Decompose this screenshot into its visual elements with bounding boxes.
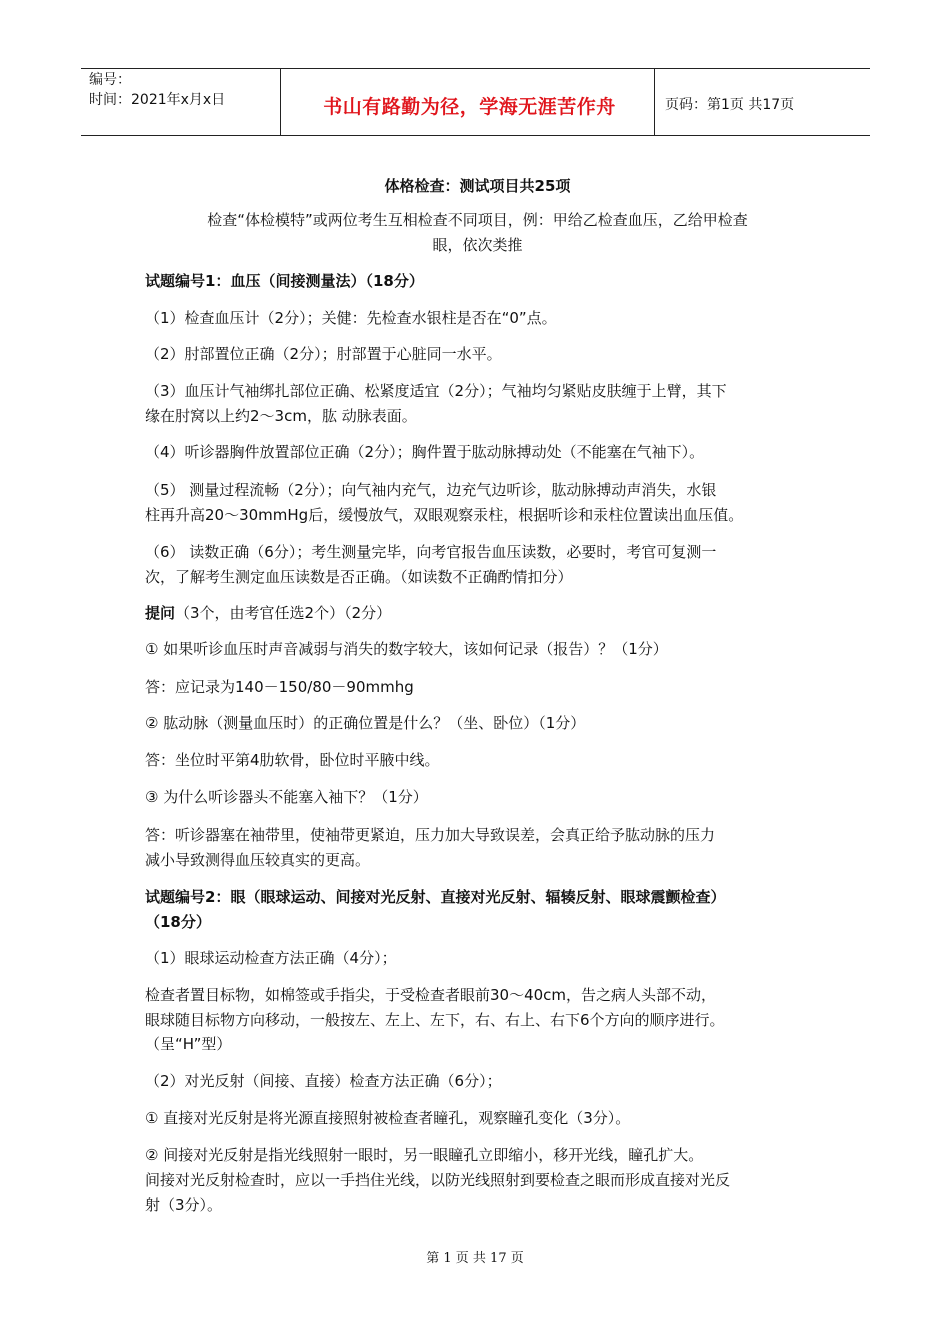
- list-item: （呈“H”型）: [145, 1035, 232, 1053]
- list-item: （1）眼球运动检查方法正确（4分）；: [145, 949, 397, 967]
- list-item: （2）对光反射（间接、直接）检查方法正确（6分）；: [145, 1072, 502, 1090]
- header-meta: [89, 70, 225, 110]
- header-divider: [280, 68, 281, 136]
- document-date: 时间：2021年x月x日: [89, 92, 226, 108]
- qa-line: 减小导致测得血压较真实的更高。: [145, 851, 371, 869]
- qa-line: 答：听诊器塞在袖带里，使袖带更紧迫，压力加大导致误差，会真正给予肱动脉的压力: [145, 826, 716, 844]
- header-motto: 书山有路勤为径，学海无涯苦作舟: [323, 96, 616, 118]
- list-item: 柱再升高20～30mmHg后，缓慢放气，双眼观察汞柱，根据听诊和汞柱位置读出血压值。: [145, 506, 744, 524]
- list-item: ② 间接对光反射是指光线照射一眼时，另一眼瞳孔立即缩小，移开光线，瞳孔扩大。: [145, 1146, 704, 1164]
- section-heading: 试题编号1：血压（间接测量法）（18分）: [145, 272, 424, 290]
- list-item: （2）肘部置位正确（2分）；肘部置于心脏同一水平。: [145, 345, 502, 363]
- question-label: 提问: [145, 604, 176, 622]
- qa-line: ③ 为什么听诊器头不能塞入袖下？（1分）: [145, 788, 428, 806]
- list-item: 间接对光反射检查时，应以一手挡住光线，以防光线照射到要检查之眼而形成直接对光反: [145, 1171, 731, 1189]
- header-table: [81, 68, 870, 136]
- intro-line: 眼，依次类推: [432, 236, 523, 254]
- question-note: （3个，由考官任选2个）（2分）: [175, 604, 392, 622]
- list-item: 眼球随目标物方向移动，一般按左、左上、左下，右、右上、右下6个方向的顺序进行。: [145, 1011, 725, 1029]
- list-item: ① 直接对光反射是将光源直接照射被检查者瞳孔，观察瞳孔变化（3分）。: [145, 1109, 631, 1127]
- qa-line: ② 肱动脉（测量血压时）的正确位置是什么？（坐、卧位）（1分）: [145, 714, 586, 732]
- page-title: 体格检查：测试项目共25项: [384, 177, 571, 195]
- list-item: （4）听诊器胸件放置部位正确（2分）；胸件置于肱动脉搏动处（不能塞在气袖下）。: [145, 443, 705, 461]
- qa-line: 答：应记录为140－150/80－90mmhg: [145, 678, 414, 696]
- list-item: （6） 读数正确（6分）；考生测量完毕，向考官报告血压读数，必要时，考官可复测一: [145, 543, 717, 561]
- header-bottom-rule: [81, 135, 870, 136]
- list-item: 检查者置目标物，如棉签或手指尖，于受检查者眼前30～40cm，告之病人头部不动，: [145, 986, 717, 1004]
- qa-line: ① 如果听诊血压时声音减弱与消失的数字较大，该如何记录（报告）？（1分）: [145, 640, 668, 658]
- list-item: （1）检查血压计（2分）；关健：先检查水银柱是否在“0”点。: [145, 309, 557, 327]
- list-item: 次，了解考生测定血压读数是否正确。（如读数不正确酌情扣分）: [145, 568, 573, 586]
- header-page-number: 页码：第1页 共17页: [665, 97, 795, 113]
- section-heading: （18分）: [145, 913, 211, 931]
- list-item: 射（3分）。: [145, 1196, 223, 1214]
- question-heading: [145, 601, 810, 626]
- header-top-rule: [81, 68, 870, 69]
- list-item: （3）血压计气袖绑扎部位正确、松紧度适宜（2分）；气袖均匀紧贴皮肤缠于上臂，其下: [145, 382, 727, 400]
- page-footer: 第 1 页 共 17 页: [426, 1251, 524, 1266]
- document-number: 编号：: [89, 72, 131, 88]
- section-heading: 试题编号2：眼（眼球运动、间接对光反射、直接对光反射、辐辏反射、眼球震颤检查）: [145, 888, 726, 906]
- intro-line: 检查“体检模特”或两位考生互相检查不同项目，例：甲给乙检查血压，乙给甲检查: [207, 211, 748, 229]
- list-item: （5） 测量过程流畅（2分）；向气袖内充气，边充气边听诊，肱动脉搏动声消失，水银: [145, 481, 717, 499]
- qa-line: 答：坐位时平第4肋软骨，卧位时平腋中线。: [145, 751, 440, 769]
- list-item: 缘在肘窝以上约2～3cm，肱 动脉表面。: [145, 407, 417, 425]
